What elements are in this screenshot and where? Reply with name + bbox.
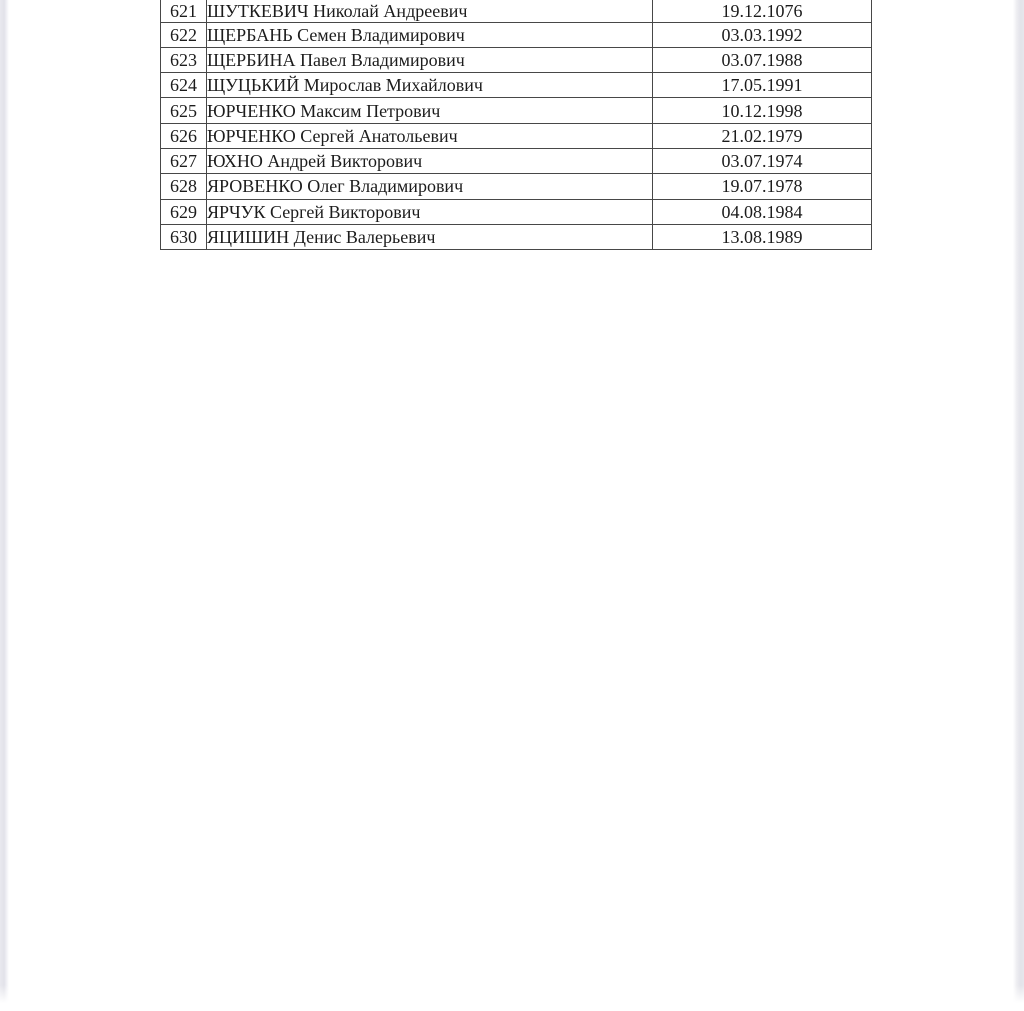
row-number-cell: 625 [161,98,207,123]
table-row [161,47,872,72]
person-name-cell: ЮХНО Андрей Викторович [207,148,653,173]
birthdate-cell: 17.05.1991 [653,73,872,98]
row-number-cell: 624 [161,73,207,98]
table-row [161,73,872,98]
birthdate-cell: 10.12.1998 [653,98,872,123]
person-name-cell: ЯРОВЕНКО Олег Владимирович [207,174,653,199]
birthdate-cell: 03.07.1974 [653,148,872,173]
person-name-cell: ЩЕРБАНЬ Семен Владимирович [207,22,653,47]
table-row [161,0,872,22]
row-number-cell: 628 [161,174,207,199]
table-row [161,98,872,123]
person-name-cell: ЮРЧЕНКО Максим Петрович [207,98,653,123]
birthdate-cell: 19.07.1978 [653,174,872,199]
table-row [161,22,872,47]
row-number-cell: 623 [161,47,207,72]
person-name-cell: ШУТКЕВИЧ Николай Андреевич [207,0,653,22]
table-row [161,148,872,173]
table-row [161,224,872,249]
row-number-cell: 621 [161,0,207,22]
row-number-cell: 622 [161,22,207,47]
birthdate-cell: 03.07.1988 [653,47,872,72]
row-number-cell: 630 [161,224,207,249]
person-name-cell: ЩУЦЬКИЙ Мирослав Михайлович [207,73,653,98]
row-number-cell: 629 [161,199,207,224]
roster-body [161,0,872,250]
person-name-cell: ЩЕРБИНА Павел Владимирович [207,47,653,72]
row-number-cell: 627 [161,148,207,173]
table-row [161,123,872,148]
table-row [161,174,872,199]
person-name-cell: ЯРЧУК Сергей Викторович [207,199,653,224]
person-name-cell: ЮРЧЕНКО Сергей Анатольевич [207,123,653,148]
left-edge-strip [0,0,9,1003]
birthdate-cell: 03.03.1992 [653,22,872,47]
birthdate-cell: 21.02.1979 [653,123,872,148]
birthdate-cell: 13.08.1989 [653,224,872,249]
table-row [161,199,872,224]
birthdate-cell: 19.12.1076 [653,0,872,22]
person-name-cell: ЯЦИШИН Денис Валерьевич [207,224,653,249]
right-edge-strip [1013,0,1024,1003]
birthdate-cell: 04.08.1984 [653,199,872,224]
row-number-cell: 626 [161,123,207,148]
roster-table [160,0,872,250]
